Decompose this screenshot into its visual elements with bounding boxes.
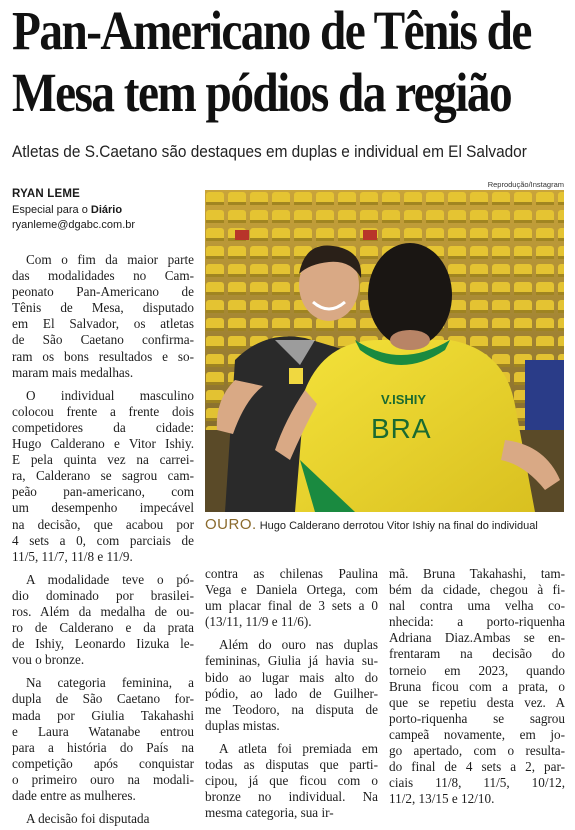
- text-line: ra, Calderano se sagrou cam-: [12, 468, 194, 484]
- text-line: torneio em 2023, quando: [389, 662, 565, 678]
- text-line: campeã novamente, em jo-: [389, 726, 565, 742]
- text-line: mesma categoria, sua ir-: [205, 805, 334, 821]
- text-line: o primeiro ouro na modali-: [12, 771, 194, 787]
- text-line: frentaram na decisão do: [389, 646, 565, 662]
- article-paragraph: [12, 252, 194, 381]
- article-photo: [205, 190, 564, 512]
- text-line: e Laura Watanabe entrou: [12, 723, 194, 739]
- text-line: A atleta foi premiada em: [219, 740, 378, 756]
- article-paragraph: [12, 388, 194, 565]
- jersey-country: BRA: [371, 413, 432, 444]
- photo-credit: Reprodução/Instagram: [487, 180, 564, 189]
- article-paragraph: [205, 741, 378, 821]
- text-line: femininas, Giulia já havia su-: [205, 653, 378, 669]
- text-line: em El Salvador, os atletas: [12, 316, 194, 332]
- text-line: nal contra uma velha co-: [389, 598, 565, 614]
- photo-caption: [205, 516, 570, 533]
- text-line: cipou, já que ficou com o: [205, 773, 378, 789]
- text-line: duplas mistas.: [205, 717, 280, 733]
- text-line: mada por Giulia Takahashi: [12, 707, 194, 723]
- text-line: de Ishiy, Leonardo Iizuka le-: [12, 636, 194, 652]
- paragraph-gap: [12, 381, 194, 388]
- text-line: Vega e Daniela Ortega, com: [205, 582, 378, 598]
- text-line: Além do ouro nas duplas: [219, 637, 378, 653]
- article-paragraph: [12, 675, 194, 804]
- text-line: peonato Pan-Americano de: [12, 284, 194, 300]
- text-line: na decisão, que acabou por: [12, 516, 194, 532]
- text-line: contra as chilenas Paulina: [205, 566, 378, 581]
- article-column-3: [389, 566, 565, 807]
- text-line: E pela quinta vez na carrei-: [12, 452, 194, 468]
- text-line: me Teodoro, na disputa de: [205, 701, 378, 717]
- text-line: mã. Bruna Takahashi, tam-: [389, 566, 565, 581]
- text-line: (13/11, 11/9 e 11/6).: [205, 614, 312, 630]
- caption-text: Hugo Calderano derrotou Vitor Ishiy na final do individual: [259, 520, 538, 532]
- text-line: Hugo Calderano e Vitor Ishiy.: [12, 436, 194, 452]
- text-line: bido ao lugar mais alto do: [205, 669, 378, 685]
- text-line: competição após conquistar: [12, 755, 194, 771]
- text-line: do final de 4 sets a 2, par-: [389, 759, 565, 775]
- text-line: A decisão foi disputada: [26, 811, 150, 827]
- text-line: competidores da cidade:: [12, 419, 194, 435]
- text-line: um placar final de 3 sets a 0: [205, 598, 378, 614]
- article-paragraph: [12, 572, 194, 669]
- text-line: ro de Calderano e da prata: [12, 620, 194, 636]
- text-line: ram os bons resultados e so-: [12, 348, 194, 364]
- headline-line-2: Mesa tem pódios da região: [12, 62, 512, 123]
- text-line: nhecida: a porto-riquenha: [389, 614, 565, 630]
- paragraph-gap: [12, 668, 194, 675]
- byline: [12, 188, 192, 231]
- article-column-2: [205, 566, 378, 821]
- photo-illustration: [205, 190, 564, 512]
- text-line: para a história do País na: [12, 739, 194, 755]
- text-line: dupla de São Caetano for-: [12, 691, 194, 707]
- article-paragraph: [389, 566, 565, 807]
- article-paragraph: [205, 566, 378, 630]
- text-line: dade entre as mulheres.: [12, 788, 136, 803]
- affiliation-outlet: Diário: [90, 204, 123, 216]
- author-email: ryanleme@dgabc.com.br: [12, 219, 136, 231]
- article-column-1: [12, 252, 194, 827]
- text-line: de São Caetano confirma-: [12, 332, 194, 348]
- text-line: Com o fim da maior parte: [26, 252, 194, 267]
- paragraph-gap: [205, 630, 378, 637]
- article-paragraph: [205, 637, 378, 734]
- article-paragraph: [12, 811, 194, 827]
- text-line: porto-riquenha se sagrou: [389, 710, 565, 726]
- author-affiliation: [12, 204, 192, 216]
- paragraph-gap: [12, 804, 194, 811]
- text-line: um desempenho impecável: [12, 500, 194, 516]
- caption-kicker: OURO.: [205, 516, 257, 533]
- jersey-name: V.ISHIY: [381, 392, 427, 407]
- text-line: 4 sets a 0, com parciais de: [12, 532, 194, 548]
- text-line: Bruna ficou com a prata, o: [389, 678, 565, 694]
- paragraph-gap: [12, 565, 194, 572]
- text-line: 11/2, 13/15 e 12/10.: [389, 791, 495, 807]
- text-line: todas as disputas que parti-: [205, 757, 378, 773]
- text-line: bronze no individual. Na: [205, 789, 378, 805]
- text-line: maram mais medalhas.: [12, 364, 134, 380]
- paragraph-gap: [205, 734, 378, 741]
- text-line: Adriana Diaz.Ambas se en-: [389, 630, 565, 646]
- text-line: A modalidade teve o pó-: [26, 571, 194, 587]
- text-line: peão pan-americano, com: [12, 484, 194, 500]
- text-line: das modalidades no Cam-: [12, 268, 194, 284]
- text-line: bém da cidade, chegou à fi-: [389, 582, 565, 598]
- text-line: ros. Além da medalha de ou-: [12, 603, 194, 619]
- text-line: 11/5, 11/7, 11/8 e 11/9.: [12, 548, 133, 564]
- text-line: Na categoria feminina, a: [26, 675, 194, 691]
- text-line: go apertado, com o resulta-: [389, 743, 565, 759]
- text-line: vou o bronze.: [12, 652, 85, 668]
- subtitle: Atletas de S.Caetano são destaques em duplas e individual em El Salvador: [12, 142, 527, 161]
- text-line: que se repetiu desta vez. A: [389, 694, 565, 710]
- text-line: colocou frente a frente dois: [12, 403, 194, 419]
- affiliation-prefix: Especial para o: [12, 204, 88, 216]
- text-line: dio dominado por brasilei-: [12, 587, 194, 603]
- headline: [12, 0, 571, 124]
- headline-line-1: Pan-Americano de Tênis de: [12, 0, 531, 61]
- text-line: Tênis de Mesa, disputado: [12, 300, 194, 316]
- text-line: O individual masculino: [26, 387, 194, 403]
- text-line: ciais 11/8, 11/5, 10/12,: [389, 775, 565, 791]
- author-name: RYAN LEME: [12, 188, 81, 200]
- text-line: pódio, ao lado de Guilher-: [205, 685, 378, 701]
